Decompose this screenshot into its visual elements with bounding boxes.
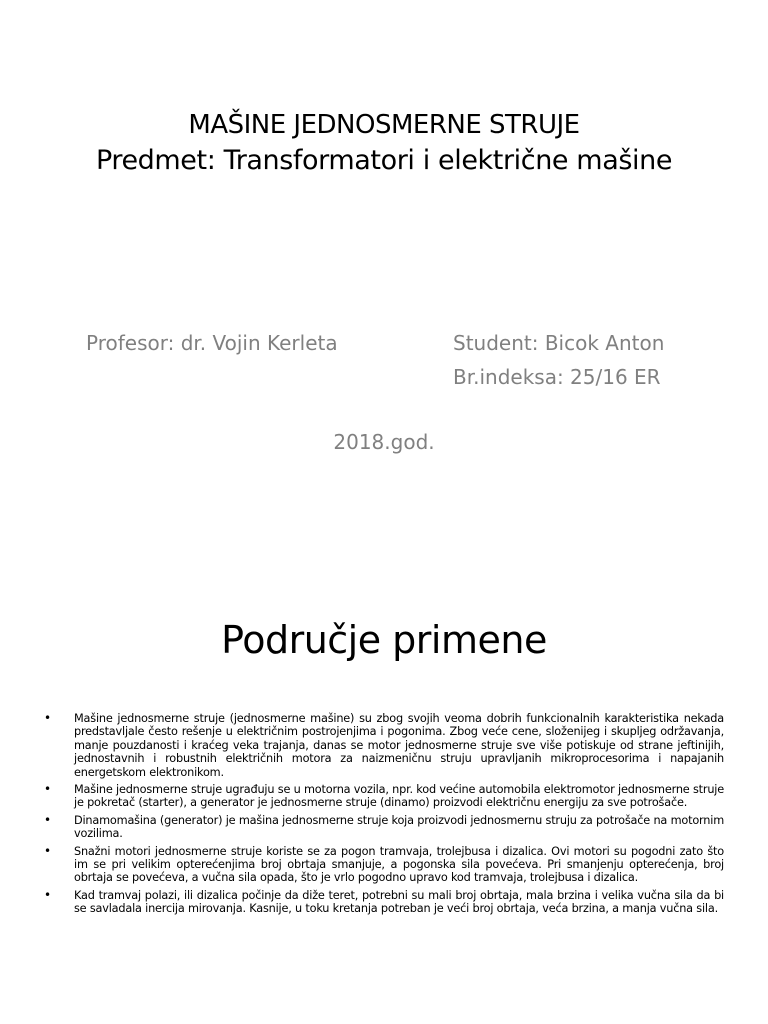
bullet-dot-icon: • <box>44 887 52 902</box>
title-line-1: MAŠINE JEDNOSMERNE STRUJE <box>188 110 580 140</box>
bullet-dot-icon: • <box>44 711 52 725</box>
year: 2018.god. <box>333 430 435 454</box>
bullet-dot-icon: • <box>44 782 52 797</box>
bullet-item <box>44 712 724 779</box>
bullet-item <box>44 845 724 885</box>
bullet-text: Mašine jednosmerne struje (jednosmerne mašine) su zbog svojih veoma dobrih funkcionalnih karakteristika nekada predstavljale često rešenje u električnim postrojenjima i pogonima. Zbog veće cene, složenijeg i skupljeg održavanja, manje pouzdanosti i kraćeg veka trajanja, danas se motor jednosmerne struje sve više potiskuje od strane jeftinijih, jednostavnih i robustnih električnih motora za naizmeničnu struju upravljanih mikroprocesorima i napajanih energetskom elektronikom. <box>74 712 724 779</box>
student-name: Student: Bicok Anton <box>453 331 665 355</box>
professor-name: Profesor: dr. Vojin Kerleta <box>86 331 338 355</box>
slide-title <box>0 108 768 180</box>
bullet-item <box>44 889 724 916</box>
bullet-item <box>44 814 724 841</box>
section-heading: Područje primene <box>221 618 547 662</box>
bullet-text: Dinamomašina (generator) je mašina jednosmerne struje koja proizvodi jednosmernu struju za potrošače na motornim vozilima. <box>74 813 724 841</box>
bullet-text: Kad tramvaj polazi, ili dizalica počinje da diže teret, potrebni su mali broj obrtaja, mala brzina i velika vučna sila da bi se savladala inercija mirovanja. Kasnije, u toku kretanja potreban je veći broj obrtaja, veća brzina, a manja vučna sila. <box>74 888 724 916</box>
bullet-list <box>44 712 724 920</box>
student-index: Br.indeksa: 25/16 ER <box>453 365 661 389</box>
bullet-dot-icon: • <box>44 843 52 858</box>
title-line-2: Predmet: Transformatori i električne mašine <box>95 145 673 176</box>
bullet-text: Mašine jednosmerne struje ugrađuju se u motorna vozila, npr. kod većine automobila elektromotor jednosmerne struje je pokretač (starter), a generator je jednosmerne struje (dinamo) proizvodi električnu energiju za sve potrošače. <box>74 783 724 810</box>
bullet-text: Snažni motori jednosmerne struje koriste se za pogon tramvaja, trolejbusa i dizalica. Ovi motori su pogodni zato što im se pri velikim opterećenjima broj obrtaja smanjuje, a pogonska sila povećeva. Pri smanjenju opterećenja, broj obrtaja se povećeva, a vučna sila opada, što je vrlo pogodno upravo kod tramvaja, trolejbusa i dizalica. <box>74 844 724 885</box>
bullet-item <box>44 783 724 810</box>
bullet-dot-icon: • <box>44 812 52 827</box>
